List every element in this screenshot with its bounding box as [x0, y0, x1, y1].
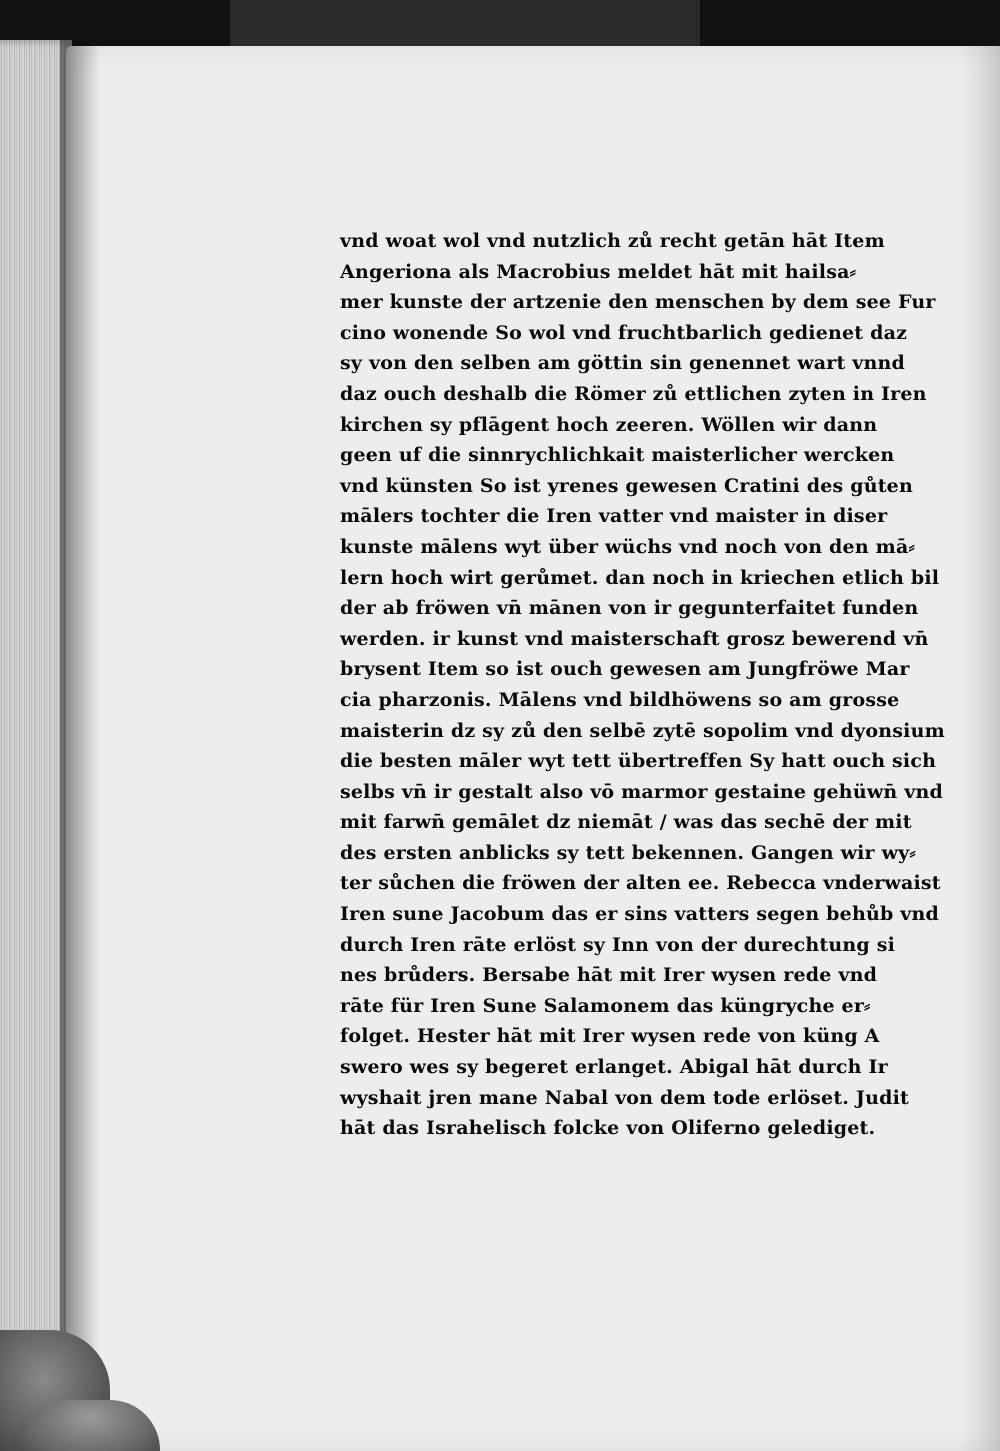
text-line-11: kunste mālens wyt über wüchs vnd noch von den mā⸗: [340, 535, 916, 558]
text-line-9: vnd künsten So ist yrenes gewesen Cratini des gůten: [340, 474, 913, 497]
text-line-15: brysent Item so ist ouch gewesen am Jungfröwe Mar: [340, 658, 910, 681]
blackletter-text-block: [340, 226, 960, 1144]
text-line-17: maisterin dz sy zů den selbē zytē sopolim vnd dyonsium: [340, 719, 945, 742]
text-line-21: des ersten anblicks sy tett bekennen. Gangen wir wy⸗: [340, 841, 916, 864]
text-line-6: daz ouch deshalb die Römer zů ettlichen zyten in Iren: [340, 382, 927, 405]
text-line-23: Iren sune Jacobum das er sins vatters segen behůb vnd: [340, 903, 940, 926]
text-line-14: werden. ir kunst vnd maisterschaft grosz bewerend vn̄: [340, 627, 929, 650]
binding-shadow: [60, 40, 100, 1451]
text-line-28: swero wes sy begeret erlanget. Abigal hāt durch Ir: [340, 1056, 888, 1079]
text-line-27: folget. Hester hāt mit Irer wysen rede von küng A: [340, 1025, 880, 1048]
text-line-16: cia pharzonis. Mālens vnd bildhöwens so am grosse: [340, 688, 900, 711]
text-line-20: mit farwn̄ gemālet dz niemāt / was das sechē der mit: [340, 811, 912, 834]
text-line-19: selbs vn̄ ir gestalt also vō marmor gestaine gehüwn̄ vnd: [340, 780, 943, 803]
text-line-8: geen uf die sinnrychlichkait maisterlicher wercken: [340, 444, 895, 467]
text-line-18: die besten māler wyt tett übertreffen Sy hatt ouch sich: [340, 750, 937, 773]
text-line-25: nes brůders. Bersabe hāt mit Irer wysen rede vnd: [340, 964, 878, 987]
text-line-4: cino wonende So wol vnd fruchtbarlich gedienet daz: [340, 321, 908, 344]
book-clamp: [230, 0, 700, 50]
text-line-29: wyshait jren mane Nabal von dem tode erlöset. Judit: [340, 1086, 910, 1109]
text-line-10: mālers tochter die Iren vatter vnd maister in diser: [340, 505, 888, 528]
text-line-13: der ab fröwen vn̄ mānen von ir gegunterfaitet funden: [340, 597, 919, 620]
text-line-24: durch Iren rāte erlöst sy Inn von der durechtung si: [340, 933, 896, 956]
book-page: [66, 46, 1000, 1451]
text-line-22: ter sůchen die fröwen der alten ee. Rebecca vnderwaist: [340, 872, 941, 895]
text-line-2: Angeriona als Macrobius meldet hāt mit hailsa⸗: [340, 260, 857, 283]
text-line-30: hāt das Israhelisch folcke von Oliferno gelediget.: [340, 1117, 876, 1140]
text-line-7: kirchen sy pflāgent hoch zeeren. Wöllen wir dann: [340, 413, 878, 436]
text-line-26: rāte für Iren Sune Salamonem das küngryche er⸗: [340, 994, 871, 1017]
page-shade: [960, 46, 1000, 1451]
text-line-3: mer kunste der artzenie den menschen by dem see Fur: [340, 291, 936, 314]
text-line-5: sy von den selben am göttin sin genennet wart vnnd: [340, 352, 906, 375]
text-line-1: vnd woat wol vnd nutzlich zů recht getān hāt Item: [340, 230, 885, 252]
text-line-12: lern hoch wirt gerůmet. dan noch in kriechen etlich bil: [340, 566, 940, 589]
